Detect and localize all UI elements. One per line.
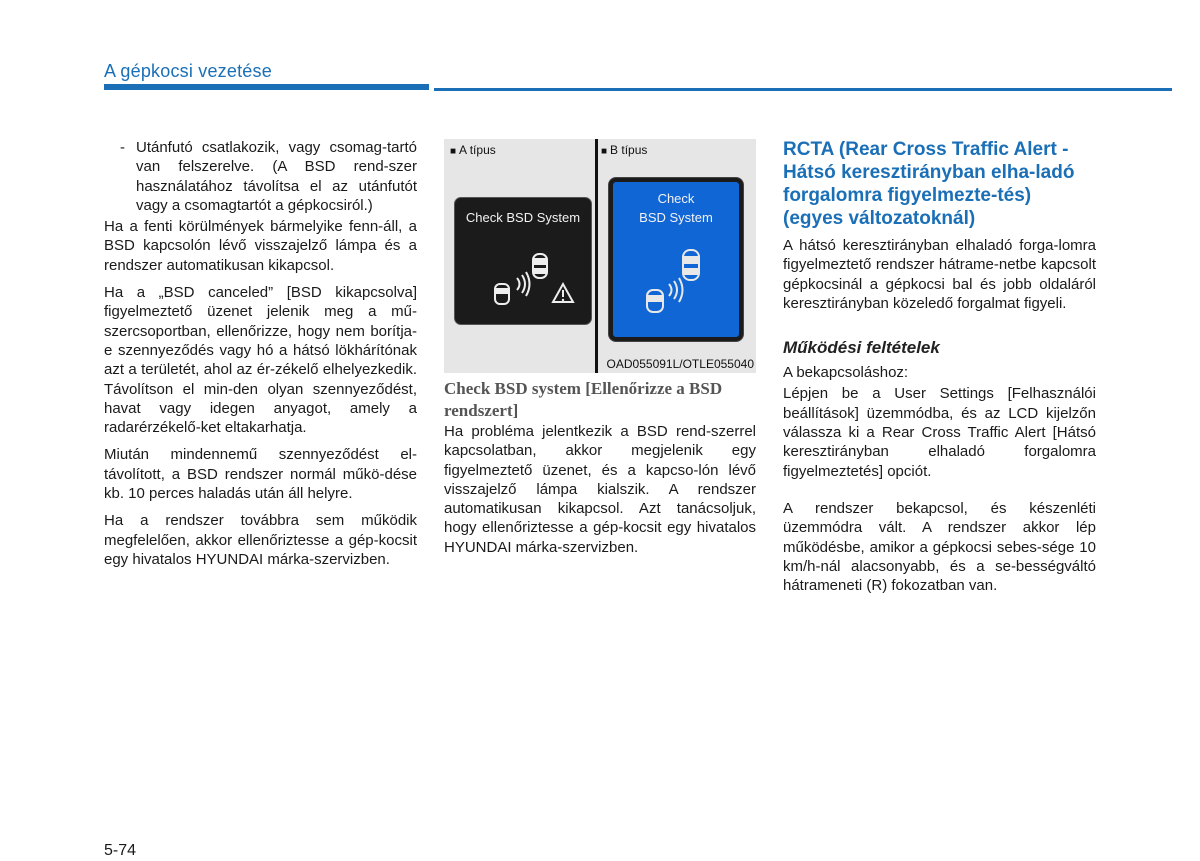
dash-item-text: Utánfutó csatlakozik, vagy csomag-tartó van felszerelve. (A BSD rend-szer használatához távolítsa el az utánfutót vagy a csomagtartót a gépkocsiról.) (136, 139, 417, 214)
page-number: 5-74 (104, 842, 137, 859)
figure-code: OAD055091L/OTLE055040 (606, 357, 754, 371)
figure-label-a (450, 143, 496, 157)
operating-conditions-heading: Működési feltételek (783, 338, 940, 358)
header-rule-thin (434, 88, 1172, 91)
paragraph: Ha a fenti körülmények bármelyike fenn-áll, a BSD kapcsolón lévő visszajelző lámpa és a rendszer automatikusan kikapcsol. (104, 218, 417, 274)
lcd-display-type-a (454, 197, 592, 325)
paragraph: Miután mindennemű szennyeződést el-távolított, a BSD rendszer normál műkö-dése kb. 10 perces haladás után áll helyre. (104, 446, 417, 503)
figure-caption: Check BSD system [Ellenőrizze a BSD rendszert] (444, 379, 723, 420)
figure-divider (595, 139, 598, 373)
bsd-warning-figure (444, 139, 756, 373)
paragraph: A bekapcsoláshoz: (783, 364, 909, 382)
paragraph: Ha a rendszer továbbra sem működik megfelelően, akkor ellenőriztesse a gép-kocsit egy hivatalos HYUNDAI márka-szervizben. (104, 512, 417, 568)
right-column (783, 138, 1096, 603)
section-title: A gépkocsi vezetése (104, 61, 272, 81)
bsd-cars-icon (455, 198, 591, 324)
paragraph: Lépjen be a User Settings [Felhasználói beállítások] üzemmódba, és az LCD kijelzőn válassza ki a Rear Cross Traffic Alert [Hátsó keresztirányban elhaladó forgalomra figyelmeztetés] opciót. (783, 385, 1096, 480)
lcd-a-message: Check BSD System (465, 210, 581, 225)
paragraph: A hátsó keresztirányban elhaladó forga-lomra figyelmeztető rendszer hátrame-netbe kapcsolt gépkocsinál a gépkocsi bal és jobb oldaláról keresztirányban közeledő forgalmat figyeli. (783, 237, 1096, 312)
left-column (104, 138, 417, 577)
header-rule-thick (104, 84, 429, 90)
dash-list-item (104, 138, 417, 215)
bsd-cars-icon (613, 182, 739, 337)
figure-label-b (601, 143, 647, 157)
square-bullet-icon: ■ (601, 146, 608, 157)
middle-column (444, 422, 756, 565)
figure-label-b-text: B típus (610, 143, 648, 157)
paragraph: Ha probléma jelentkezik a BSD rend-szerrel kapcsolatban, akkor megjelenik egy figyelmeztető üzenet, és a kapcso-lón lévő visszajelző lámpa kialszik. A rendszer automatikusan kikapcsol. Azt tanácsoljuk, hogy ellenőriztesse a gép-kocsit egy hivatalos HYUNDAI márka-szervizben. (444, 423, 756, 556)
figure-label-a-text: A típus (459, 143, 496, 157)
dash-bullet: - (120, 139, 125, 156)
lcd-b-message-line1: Check (657, 191, 695, 206)
lcd-b-message-line2: BSD System (639, 210, 713, 225)
paragraph: A rendszer bekapcsol, és készenléti üzemmódra vált. A rendszer akkor lép működésbe, amikor a gépkocsi sebes-sége 10 km/h-nál alacsonyabb, és a se-bességváltó hátrameneti (R) fokozatban van. (783, 499, 1096, 595)
square-bullet-icon: ■ (450, 146, 457, 157)
rcta-heading: RCTA (Rear Cross Traffic Alert - Hátsó keresztirányban elha-ladó forgalomra figyelmezte-tés) (egyes változatoknál) (783, 139, 1075, 229)
paragraph: Ha a „BSD canceled” [BSD kikapcsolva] figyelmeztető üzenet jelenik meg a mű-szercsoportban, ellenőrizze, hogy nem borítja-e szennyeződés vagy hó a hátsó lökhárítónak azt a területét, ahol az ér-zékelő elhelyezkedik. Távolítson el min-den olyan szennyeződést, havat vagy idegen anyagot, amely a radarérzékelő-ket eltakarhatja. (104, 284, 417, 437)
lcd-display-type-b (609, 178, 743, 341)
